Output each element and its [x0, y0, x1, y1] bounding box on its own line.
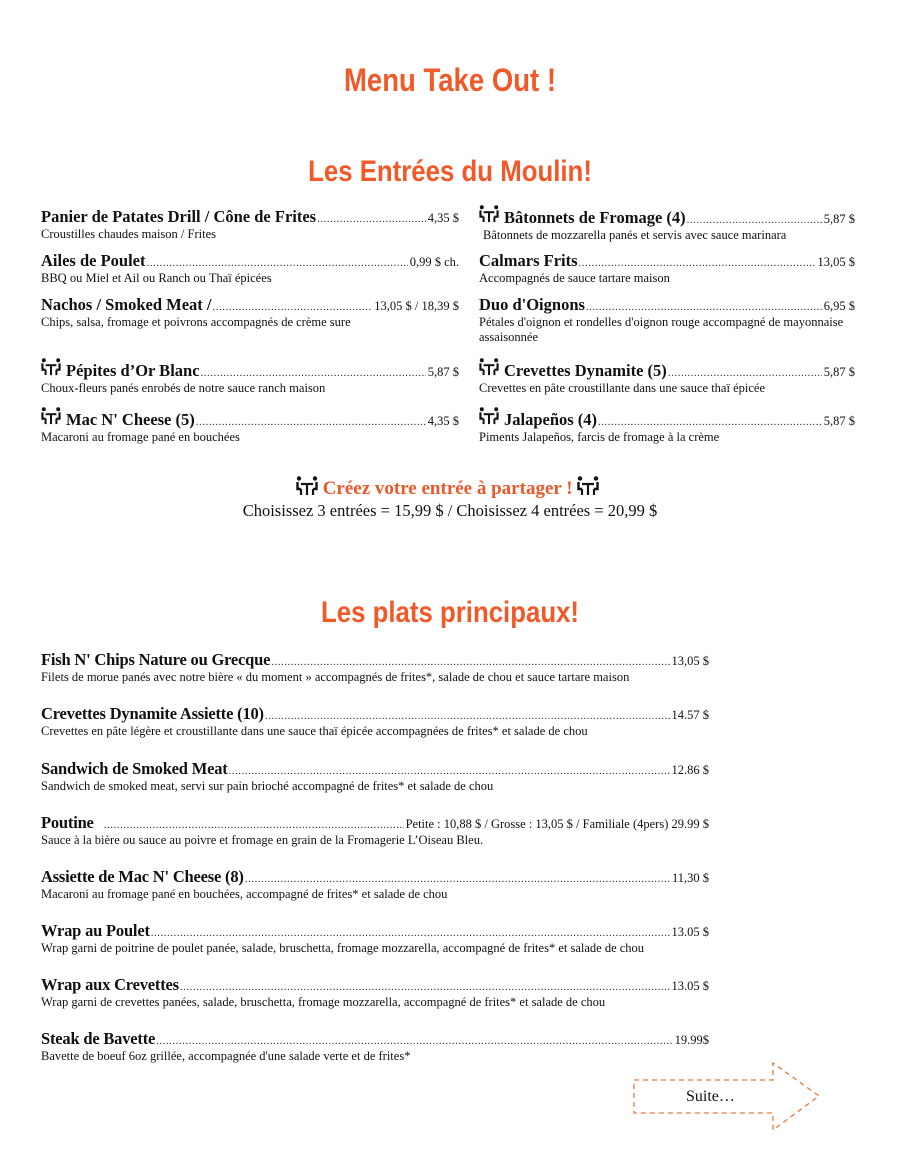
- item-name: Sandwich de Smoked Meat: [41, 759, 228, 778]
- item-price: 19.99$: [674, 1033, 709, 1047]
- leader-dots: [147, 257, 408, 269]
- item-price: Petite : 10,88 $ / Grosse : 13,05 $ / Familiale (4pers) 29.99 $: [405, 817, 709, 831]
- menu-item: [479, 295, 855, 345]
- leader-dots: [586, 301, 822, 313]
- shared-table-icon: [41, 407, 61, 425]
- shared-table-icon: [577, 476, 599, 496]
- shared-table-icon: [479, 407, 499, 425]
- leader-dots: [271, 656, 669, 668]
- section-heading-plats: Les plats principaux!: [320, 596, 580, 629]
- menu-item: [479, 358, 855, 396]
- menu-item: [41, 813, 709, 848]
- item-name: Panier de Patates Drill / Cône de Frites: [41, 207, 317, 226]
- promo-title: Créez votre entrée à partager !: [322, 478, 573, 499]
- item-name: Poutine: [41, 813, 94, 832]
- item-price: 4,35 $: [427, 211, 459, 225]
- item-description: Bâtonnets de mozzarella panés et servis avec sauce marinara: [483, 228, 787, 242]
- menu-item: [479, 205, 855, 243]
- item-description: Chips, salsa, fromage et poivrons accompagnés de crème sure: [41, 315, 351, 329]
- item-name: Crevettes Dynamite (5): [504, 361, 667, 380]
- item-name: Calmars Frits: [479, 251, 578, 270]
- menu-item: [41, 407, 459, 445]
- leader-dots: [104, 819, 404, 831]
- leader-dots: [229, 765, 670, 777]
- menu-item: [41, 975, 709, 1010]
- item-name: Ailes de Poulet: [41, 251, 146, 270]
- next-page-arrow[interactable]: [632, 1062, 822, 1134]
- share-promo: [0, 476, 900, 521]
- menu-item: [41, 358, 459, 396]
- page-title: Menu Take Out !: [343, 62, 557, 98]
- item-name: Nachos / Smoked Meat /: [41, 295, 212, 314]
- menu-item: [41, 921, 709, 956]
- leader-dots: [579, 257, 816, 269]
- item-price: 5,87 $: [823, 414, 855, 428]
- item-name: Fish N' Chips Nature ou Grecque: [41, 650, 271, 669]
- item-description: Crevettes en pâte croustillante dans une sauce thaï épicée: [479, 381, 765, 395]
- leader-dots: [265, 710, 670, 722]
- leader-dots: [151, 927, 670, 939]
- item-description: Accompagnés de sauce tartare maison: [479, 271, 670, 285]
- item-price: 5,87 $: [823, 212, 855, 226]
- menu-item: [479, 251, 855, 286]
- item-description: Crevettes en pâte légère et croustillante dans une sauce thaï épicée accompagnées de frites* et salade de chou: [41, 724, 588, 738]
- leader-dots: [201, 367, 426, 379]
- item-description: Sauce à la bière ou sauce au poivre et fromage en grain de la Fromagerie L’Oiseau Bleu.: [41, 833, 484, 847]
- item-name: Crevettes Dynamite Assiette (10): [41, 704, 264, 723]
- shared-table-icon: [479, 358, 499, 376]
- item-description: Croustilles chaudes maison / Frites: [41, 227, 216, 241]
- leader-dots: [180, 981, 670, 993]
- item-price: 13,05 $: [671, 654, 709, 668]
- menu-item: [41, 207, 459, 242]
- shared-table-icon: [479, 205, 499, 223]
- leader-dots: [245, 873, 670, 885]
- item-description: Choux-fleurs panés enrobés de notre sauce ranch maison: [41, 381, 326, 395]
- item-description: Piments Jalapeños, farcis de fromage à la crème: [479, 430, 720, 444]
- menu-item: [41, 650, 709, 685]
- item-price: 14.57 $: [671, 708, 709, 722]
- section-heading-entrees: Les Entrées du Moulin!: [308, 155, 592, 188]
- leader-dots: [196, 416, 426, 428]
- item-price: 13,05 $: [817, 255, 855, 269]
- item-price: 13.05 $: [671, 925, 709, 939]
- item-price: 11,30 $: [671, 871, 709, 885]
- item-name: Wrap au Poulet: [41, 921, 150, 940]
- next-page-label: Suite…: [686, 1088, 735, 1105]
- item-name: Duo d'Oignons: [479, 295, 585, 314]
- leader-dots: [317, 213, 426, 225]
- leader-dots: [156, 1035, 673, 1047]
- item-name: Jalapeños (4): [504, 410, 598, 429]
- menu-item: [41, 759, 709, 794]
- item-description: Sandwich de smoked meat, servi sur pain brioché accompagné de frites* et salade de chou: [41, 779, 494, 793]
- item-name: Bâtonnets de Fromage (4): [504, 208, 686, 227]
- item-description: BBQ ou Miel et Ail ou Ranch ou Thaï épicées: [41, 271, 272, 285]
- item-price: 12.86 $: [671, 763, 709, 777]
- leader-dots: [598, 416, 822, 428]
- item-description: Macaroni au fromage pané en bouchées: [41, 430, 240, 444]
- item-description: Wrap garni de crevettes panées, salade, bruschetta, fromage mozzarella, accompagné de frites* et salade de chou: [41, 995, 606, 1009]
- leader-dots: [687, 214, 822, 226]
- item-name: Pépites d’Or Blanc: [66, 361, 200, 380]
- item-price: 13,05 $ / 18,39 $: [374, 299, 459, 313]
- item-price: 5,87 $: [427, 365, 459, 379]
- promo-text: Choisissez 3 entrées = 15,99 $ / Choisissez 4 entrées = 20,99 $: [242, 501, 658, 520]
- item-name: Assiette de Mac N' Cheese (8): [41, 867, 244, 886]
- shared-table-icon: [296, 476, 318, 496]
- menu-item: [41, 704, 709, 739]
- menu-item: [41, 1029, 709, 1064]
- item-description: Wrap garni de poitrine de poulet panée, salade, bruschetta, fromage mozzarella, accompagné de frites* et salade de chou: [41, 941, 645, 955]
- item-price: 5,87 $: [823, 365, 855, 379]
- item-description: Macaroni au fromage pané en bouchées, accompagné de frites* et salade de chou: [41, 887, 448, 901]
- leader-dots: [668, 367, 822, 379]
- leader-dots: [213, 301, 373, 313]
- menu-item: [41, 867, 709, 902]
- item-name: Wrap aux Crevettes: [41, 975, 179, 994]
- item-description: Filets de morue panés avec notre bière « du moment » accompagnés de frites*, salade de chou et sauce tartare maison: [41, 670, 630, 684]
- shared-table-icon: [41, 358, 61, 376]
- item-name: Steak de Bavette: [41, 1029, 156, 1048]
- item-description: Bavette de boeuf 6oz grillée, accompagnée d'une salade verte et de frites*: [41, 1049, 411, 1063]
- menu-item: [41, 295, 459, 330]
- item-price: 13.05 $: [671, 979, 709, 993]
- item-name: Mac N' Cheese (5): [66, 410, 195, 429]
- item-price: 6,95 $: [823, 299, 855, 313]
- item-price: 4,35 $: [427, 414, 459, 428]
- item-description: Pétales d'oignon et rondelles d'oignon rouge accompagné de mayonnaise assaisonnée: [479, 315, 844, 344]
- menu-item: [479, 407, 855, 445]
- menu-item: [41, 251, 459, 286]
- item-price: 0,99 $ ch.: [409, 255, 459, 269]
